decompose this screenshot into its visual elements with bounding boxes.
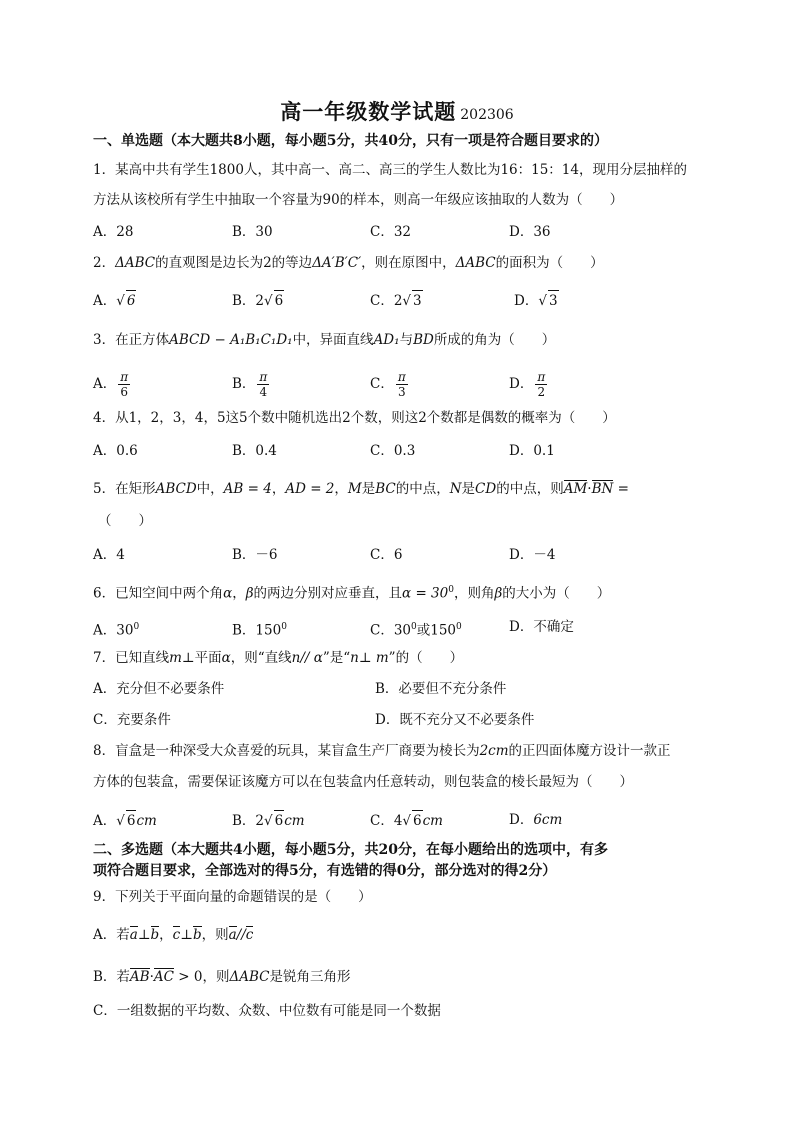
q3-suffix: 所成的角为（ ） — [433, 332, 556, 348]
q8-a-radicand: 6 — [126, 810, 137, 831]
q6-t2: 的两边分别对应垂直，且 — [253, 585, 403, 602]
q5-cd: CD — [475, 481, 497, 497]
q3-c-num: π — [397, 370, 406, 384]
q5-t1: 中， — [196, 481, 224, 497]
q6-beta2: β — [494, 585, 503, 602]
q8-line-1c: 的正四面体魔方设计一款正 — [508, 743, 671, 759]
q8-d-label: D． — [509, 812, 534, 828]
q6-suffix: 的大小为（ ） — [502, 585, 611, 602]
q5-ab: AB = 4 — [223, 481, 272, 497]
q9-option-c: C．一组数据的平均数、众数、中位数有可能是同一个数据 — [93, 1003, 441, 1019]
q7-option-c: C．充要条件 — [93, 712, 171, 728]
q4-text: 4．从1，2，3，4，5这5个数中随机选出2个数，则这2个数都是偶数的概率为（ ） — [93, 410, 616, 426]
q9-a-sep: ， — [159, 927, 173, 943]
q6-b-text: B．150 — [232, 622, 282, 639]
q6-option-c — [370, 617, 462, 641]
q8-a-unit: cm — [136, 813, 157, 829]
q9-b-triangle: ΔABC — [229, 969, 270, 985]
q2-b-label: B．2 — [232, 293, 265, 309]
q2-d-label: D． — [514, 293, 539, 309]
q7-t1: ⊥平面 — [181, 650, 222, 666]
q2-option-c: C．2√ 3 — [370, 290, 423, 311]
q2-prefix: 2． — [93, 255, 116, 271]
q6-c-text1: C．30 — [370, 622, 412, 639]
q9-option-b — [93, 967, 350, 987]
q8-b-radicand: 6 — [274, 810, 285, 831]
q9-a-vec-a2: a — [228, 927, 237, 943]
q9-a-vec-a: a — [129, 927, 138, 943]
q8-b-label: B．2 — [232, 813, 265, 829]
q5-vector-bn: BN — [591, 481, 614, 497]
q6-b-degree: 0 — [281, 622, 287, 632]
q1-option-d: D．36 — [509, 224, 551, 240]
q2-mid1: 的直观图是边长为2的等边 — [155, 255, 313, 271]
q2-option-b: B．2√ 6 — [232, 290, 284, 311]
q5-t6: 是 — [461, 481, 476, 497]
q7-t3: ”是“ — [322, 650, 351, 666]
q1-option-b: B．30 — [232, 224, 273, 240]
q5-vector-am: AM — [563, 481, 588, 497]
q7-t2: ，则“直线 — [230, 650, 292, 666]
q6-c-degree2: 0 — [456, 622, 462, 632]
q3-b-label: B． — [232, 376, 256, 392]
q5-eq: = — [617, 481, 629, 497]
q5-ad: AD = 2 — [285, 481, 335, 497]
q9-a-vec-b: b — [150, 927, 160, 943]
q7-perp: ⊥ m — [358, 650, 389, 666]
q4-option-c: C．0.3 — [370, 443, 416, 459]
q9-b-vector-ab: AB — [129, 969, 150, 985]
q3-text: 3．在正方体ABCD − A₁B₁C₁D₁中，异面直线AD₁与BD所成的角为（ ） — [93, 332, 556, 348]
q8-a-label: A． — [93, 813, 117, 829]
q5-option-d: D．－4 — [509, 547, 556, 563]
q6-a-degree: 0 — [133, 622, 140, 632]
q3-a-label: A． — [93, 376, 117, 392]
q9-b-label: B．若 — [93, 969, 130, 985]
section-1-heading: 一、单选题（本大题共8小题，每小题5分，共40分，只有一项是符合题目要求的） — [93, 133, 608, 149]
q6-option-a — [93, 617, 139, 641]
q7-suffix: ”的（ ） — [388, 650, 464, 666]
q2-a-radicand: 6 — [126, 290, 137, 311]
q2-c-label: C．2 — [370, 293, 403, 309]
q3-d-den: 2 — [537, 385, 546, 399]
q6-beta: β — [245, 585, 254, 602]
q9-a-then: ，则 — [201, 927, 229, 943]
q3-line-ad1: AD₁ — [373, 332, 400, 348]
q5-rect: ABCD — [155, 481, 197, 497]
q2-d-radicand: 3 — [548, 290, 559, 311]
q2-triangle: ΔABC — [115, 255, 156, 271]
q1-line-1: 1．某高中共有学生1800人，其中高一、高二、高三的学生人数比为16：15：14，现用分层抽样的 — [93, 162, 687, 178]
q5-dot: · — [587, 481, 592, 497]
section-2-heading-line-1: 二、多选题（本大题共4小题，每小题5分，共20分，在每小题给出的选项中，有多 — [93, 842, 608, 858]
q3-option-b — [232, 370, 269, 399]
q9-b-vector-ac: AC — [153, 969, 174, 985]
q8-edge-length: 2cm — [479, 743, 509, 759]
section-2-heading-line-2: 项符合题目要求，全部选对的得5分，有选错的得0分，部分选对的得2分） — [93, 863, 557, 879]
q6-cond-degree: 0 — [448, 585, 454, 595]
q3-option-c — [370, 370, 408, 399]
q6-alpha: α — [223, 585, 233, 602]
q6-option-b — [232, 617, 287, 641]
q3-mid: 中，异面直线 — [292, 332, 374, 348]
q3-line-bd: BD — [413, 332, 434, 348]
q6-t1: ， — [232, 585, 246, 602]
q8-line-1 — [93, 741, 671, 761]
q8-c-unit: cm — [422, 813, 443, 829]
q2-a-label: A． — [93, 293, 117, 309]
q3-cube2: A₁B₁C₁D₁ — [230, 332, 293, 348]
q4-option-b: B．0.4 — [232, 443, 277, 459]
q7-option-b: B．必要但不充分条件 — [375, 681, 507, 697]
q1-option-a: A．28 — [93, 224, 134, 240]
q5-bc: BC — [375, 481, 396, 497]
q3-cube: ABCD — [169, 332, 211, 348]
q7-n2: n — [350, 650, 359, 666]
q2-b-radicand: 6 — [274, 290, 285, 311]
q9-option-a — [93, 925, 253, 945]
q5-text — [93, 479, 629, 499]
q9-b-dot: · — [149, 969, 154, 985]
q5-option-c: C．6 — [370, 547, 403, 563]
q8-c-radicand: 6 — [412, 810, 423, 831]
q3-a-den: 6 — [120, 385, 129, 399]
q3-option-d — [509, 370, 547, 399]
q5-option-b: B．－6 — [232, 547, 278, 563]
q3-c-label: C． — [370, 376, 394, 392]
q7-alpha: α — [221, 650, 231, 666]
q8-option-b: B．2√ 6cm — [232, 810, 305, 831]
q7-prefix: 7．已知直线 — [93, 650, 170, 666]
q9-a-perp2: ⊥ — [180, 927, 193, 943]
page-title — [0, 96, 794, 126]
q7-n: n — [291, 650, 301, 666]
q7-option-d: D．既不充分又不必要条件 — [375, 712, 535, 728]
q5-n: N — [449, 481, 462, 497]
q1-line-2: 方法从该校所有学生中抽取一个容量为90的样本，则高一年级应该抽取的人数为（ ） — [93, 192, 624, 208]
q3-prefix: 3．在正方体 — [93, 332, 170, 348]
q5-t3: ， — [334, 481, 348, 497]
q8-line-1a: 8．盲盒是一种深受大众喜爱的玩具，某盲盒生产厂商要为棱长为 — [93, 743, 480, 759]
q5-m: M — [347, 481, 362, 497]
q2-text — [93, 253, 604, 273]
q9-a-vec-c2: c — [245, 927, 254, 943]
q8-d-value: 6cm — [533, 812, 563, 828]
q8-b-unit: cm — [284, 813, 305, 829]
q9-a-label: A．若 — [93, 927, 130, 943]
q8-option-c: C．4√ 6cm — [370, 810, 443, 831]
q2-option-a: A．√ 6 — [93, 290, 136, 311]
q5-option-a: A．4 — [93, 547, 125, 563]
q3-b-num: π — [259, 370, 268, 384]
q8-option-d — [509, 810, 562, 830]
q9-a-perp1: ⊥ — [137, 927, 151, 943]
q7-parallel: // α — [300, 650, 323, 666]
q6-prefix: 6．已知空间中两个角 — [93, 585, 224, 602]
q9-b-gt: > 0 — [178, 969, 203, 985]
q2-triangle-prime: ΔA′B′C′ — [312, 255, 362, 271]
q6-cond: α = 30 — [402, 585, 449, 602]
q2-c-radicand: 3 — [412, 290, 423, 311]
q5-t2: ， — [271, 481, 286, 497]
q7-m: m — [169, 650, 182, 666]
q3-and: 与 — [399, 332, 414, 348]
q5-paren: （ ） — [98, 513, 152, 529]
q3-c-den: 3 — [397, 385, 406, 399]
q3-option-a — [93, 370, 130, 399]
title-code: 202306 — [460, 107, 514, 123]
q1-option-c: C．32 — [370, 224, 412, 240]
q2-mid2: ，则在原图中， — [361, 255, 456, 271]
q6-a-text: A．30 — [93, 622, 134, 639]
q5-t5: 的中点， — [395, 481, 450, 497]
q8-line-2: 方体的包装盒，需要保证该魔方可以在包装盒内任意转动，则包装盒的棱长最短为（ ） — [93, 774, 633, 790]
q6-c-degree1: 0 — [411, 622, 417, 632]
q5-t4: 是 — [361, 481, 376, 497]
q9-a-vec-b2: b — [192, 927, 202, 943]
q6-t3: ，则角 — [453, 585, 495, 602]
q5-t7: 的中点，则 — [496, 481, 564, 497]
q3-d-label: D． — [509, 376, 534, 392]
q2-triangle-2: ΔABC — [455, 255, 496, 271]
q3-d-num: π — [537, 370, 546, 384]
q9-a-parallel: // — [236, 927, 246, 943]
q2-suffix: 的面积为（ ） — [495, 255, 604, 271]
q6-text — [93, 580, 610, 604]
q5-prefix: 5．在矩形 — [93, 481, 156, 497]
q4-option-a: A．0.6 — [93, 443, 138, 459]
q4-option-d: D．0.1 — [509, 443, 555, 459]
title-text: 高一年级数学试题 — [280, 99, 457, 124]
q2-option-d: D．√ 3 — [514, 290, 559, 311]
q7-option-a: A．充分但不必要条件 — [93, 681, 225, 697]
q8-c-label: C．4 — [370, 813, 403, 829]
q9-b-suffix: 是锐角三角形 — [269, 969, 351, 985]
q3-a-num: π — [120, 370, 129, 384]
q9-text: 9．下列关于平面向量的命题错误的是（ ） — [93, 889, 372, 905]
q7-text — [93, 648, 463, 668]
q6-c-text2: 150 — [430, 622, 457, 639]
q9-b-then: ，则 — [202, 969, 230, 985]
q6-c-or: 或 — [416, 622, 431, 639]
q6-option-d: D．不确定 — [509, 619, 574, 635]
q8-option-a: A．√ 6cm — [93, 810, 157, 831]
q3-b-den: 4 — [259, 385, 268, 399]
q9-a-vec-c: c — [172, 927, 181, 943]
